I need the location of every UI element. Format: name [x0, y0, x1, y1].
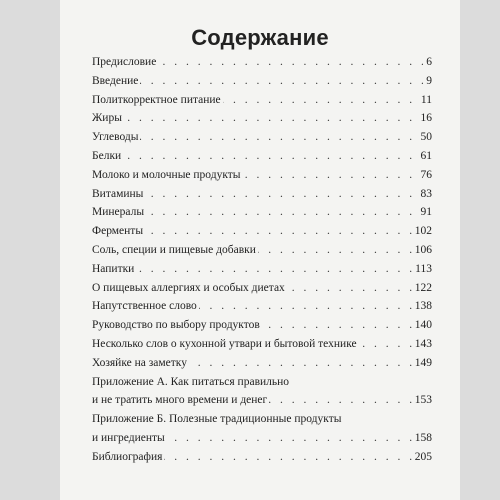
toc-entry — [92, 91, 432, 110]
toc-entry-page: 6 — [423, 53, 432, 72]
toc-entry — [92, 109, 432, 128]
toc-entry-page: 149 — [412, 354, 432, 373]
toc-entry — [92, 297, 432, 316]
toc-entry-title: Молоко и молочные продукты — [92, 166, 243, 185]
toc-entry-page: 50 — [418, 128, 433, 147]
toc-entry-page: 140 — [412, 316, 432, 335]
toc-entry-title: и ингредиенты — [92, 429, 167, 448]
toc-entry-page: 91 — [418, 203, 433, 222]
toc-entry-page: 158 — [412, 429, 432, 448]
toc-entry-title: Хозяйке на заметку — [92, 354, 189, 373]
toc-entry-title: Минералы — [92, 203, 146, 222]
toc-entry-page: 138 — [412, 297, 432, 316]
toc-entry — [92, 128, 432, 147]
toc-entry-title-line1: Приложение Б. Полезные традиционные продукты — [92, 410, 343, 429]
toc-entry — [92, 391, 432, 410]
toc-entry-first-line — [92, 410, 432, 429]
toc-entry-title: Напутственное слово — [92, 297, 199, 316]
toc-entry-title: Политкорректное питание — [92, 91, 223, 110]
toc-entry — [92, 185, 432, 204]
toc-entry-title: Напитки — [92, 260, 136, 279]
toc-entry-page: 83 — [418, 185, 433, 204]
dot-leader — [92, 72, 432, 91]
dot-leader — [92, 109, 432, 128]
toc-entry-title: Руководство по выбору продуктов — [92, 316, 262, 335]
toc-entry-title: Углеводы — [92, 128, 140, 147]
toc-entry-title: Несколько слов о кухонной утвари и бытовой технике — [92, 335, 359, 354]
toc-entry — [92, 147, 432, 166]
toc-entry-title: Ферменты — [92, 222, 145, 241]
toc-entry — [92, 335, 432, 354]
toc-entry-page: 153 — [412, 391, 432, 410]
dot-leader — [92, 147, 432, 166]
table-of-contents — [92, 53, 432, 467]
toc-entry — [92, 279, 432, 298]
toc-entry-page: 11 — [418, 91, 432, 110]
toc-entry — [92, 53, 432, 72]
toc-entry-title: Соль, специи и пищевые добавки — [92, 241, 258, 260]
toc-entry — [92, 354, 432, 373]
toc-entry-title-line1: Приложение А. Как питаться правильно — [92, 373, 291, 392]
toc-entry-title: Жиры — [92, 109, 124, 128]
toc-entry — [92, 166, 432, 185]
page-title: Содержание — [191, 25, 329, 50]
dot-leader — [92, 128, 432, 147]
toc-entry-page: 113 — [412, 260, 432, 279]
toc-entry-title: О пищевых аллергиях и особых диетах — [92, 279, 287, 298]
toc-entry — [92, 448, 432, 467]
toc-entry-page: 76 — [418, 166, 433, 185]
toc-entry-title: Белки — [92, 147, 123, 166]
toc-entry — [92, 241, 432, 260]
toc-entry-page: 61 — [418, 147, 433, 166]
toc-entry — [92, 203, 432, 222]
toc-entry-title: Предисловие — [92, 53, 158, 72]
toc-entry-page: 16 — [418, 109, 433, 128]
toc-entry — [92, 429, 432, 448]
toc-entry — [92, 72, 432, 91]
toc-entry-page: 102 — [412, 222, 432, 241]
toc-entry-page: 122 — [412, 279, 432, 298]
toc-entry — [92, 222, 432, 241]
toc-entry-page: 205 — [412, 448, 432, 467]
toc-entry-title: Введение — [92, 72, 140, 91]
toc-entry-page: 143 — [412, 335, 432, 354]
toc-entry-title: и не тратить много времени и денег — [92, 391, 269, 410]
toc-entry-page: 106 — [412, 241, 432, 260]
toc-entry-first-line — [92, 373, 432, 392]
toc-entry-title: Витамины — [92, 185, 145, 204]
toc-entry-title: Библиография — [92, 448, 164, 467]
dot-leader — [92, 260, 432, 279]
toc-entry — [92, 260, 432, 279]
toc-entry-page: 9 — [423, 72, 432, 91]
toc-entry — [92, 316, 432, 335]
book-page — [60, 0, 460, 500]
